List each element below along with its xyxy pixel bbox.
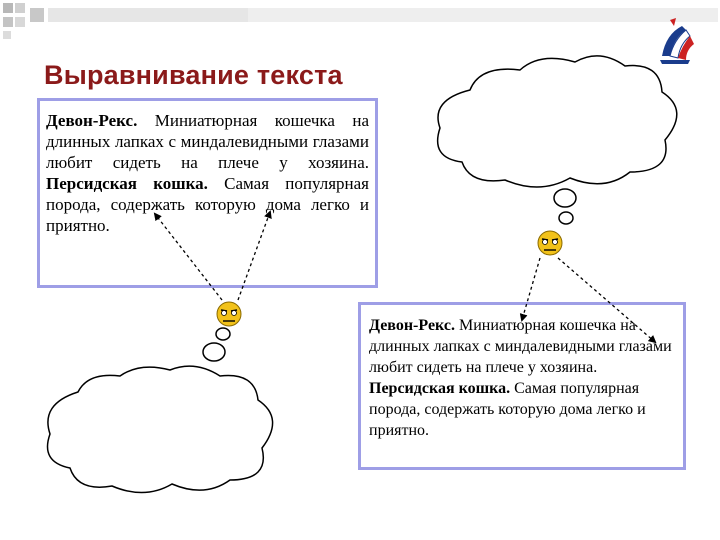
justified-paragraph bbox=[46, 110, 369, 236]
breed-description-devon: Миниатюрная кошечка на длинных лапках с миндалевидными глазами любит сидеть на плече у хозяина. bbox=[369, 317, 672, 376]
left-aligned-text-box bbox=[358, 302, 686, 470]
page-title: Выравнивание текста bbox=[44, 60, 343, 90]
breed-name-devon: Девон-Рекс. bbox=[46, 111, 138, 130]
smiley-icon bbox=[217, 302, 241, 326]
breed-name-persian: Персидская кошка. bbox=[369, 380, 511, 397]
corner-decoration bbox=[0, 0, 720, 40]
breed-description-devon: Миниатюрная кошечка на длинных лапках с миндалевидными глазами любит сидеть на плече у хозяина. bbox=[46, 111, 369, 172]
breed-name-persian: Персидская кошка. bbox=[46, 174, 208, 193]
breed-name-devon: Девон-Рекс. bbox=[369, 317, 455, 334]
left-aligned-paragraph bbox=[369, 315, 675, 441]
breed-description-persian: Самая популярная порода, содержать которую дома легко и приятно. bbox=[369, 380, 646, 439]
thought-cloud-bottom-left bbox=[48, 328, 273, 493]
smiley-icon bbox=[538, 231, 562, 255]
thought-cloud-top-right bbox=[438, 56, 677, 224]
logo-icon bbox=[652, 16, 696, 68]
justified-text-box bbox=[37, 98, 378, 288]
breed-description-persian: Самая популярная порода, содержать которую дома легко и приятно. bbox=[46, 174, 369, 235]
